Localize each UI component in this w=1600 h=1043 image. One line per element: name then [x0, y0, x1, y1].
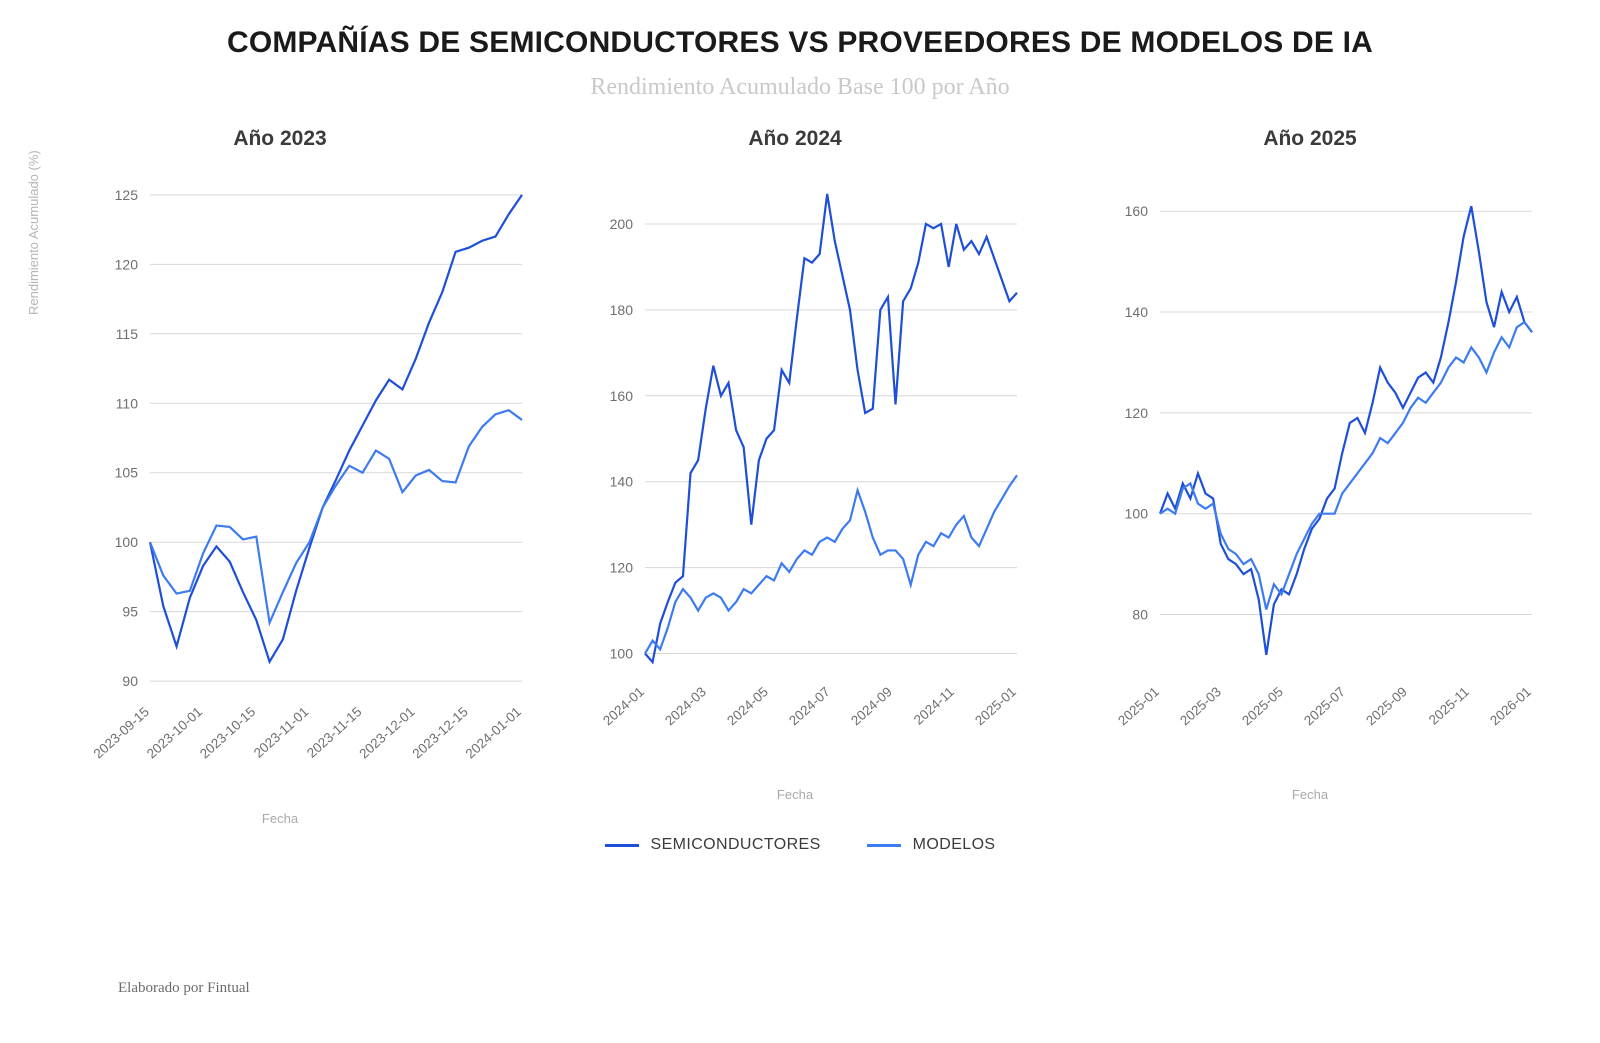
panel-title-2025: Año 2025	[1263, 127, 1357, 150]
svg-text:2025-11: 2025-11	[1425, 684, 1473, 728]
legend-label-modelos: MODELOS	[912, 836, 996, 853]
svg-text:2025-09: 2025-09	[1363, 684, 1411, 729]
plot-area-2023	[26, 150, 530, 765]
svg-text:110: 110	[115, 395, 138, 412]
footer-credit: Elaborado por Fintual	[118, 980, 250, 996]
svg-text:2023-12-01: 2023-12-01	[356, 704, 418, 762]
svg-text:2023-10-15: 2023-10-15	[196, 704, 259, 762]
svg-text:180: 180	[609, 301, 633, 318]
svg-text:140: 140	[609, 473, 633, 490]
chart-panel-2025	[1060, 127, 1560, 826]
page-subtitle: Rendimiento Acumulado Base 100 por Año	[590, 74, 1010, 100]
svg-text:100: 100	[114, 534, 138, 551]
svg-text:2024-11: 2024-11	[910, 684, 958, 728]
svg-text:2024-01: 2024-01	[600, 684, 648, 729]
svg-text:120: 120	[609, 559, 633, 576]
svg-text:2023-11-15: 2023-11-15	[303, 704, 365, 761]
svg-text:2024-09: 2024-09	[848, 684, 896, 729]
svg-text:140: 140	[1124, 304, 1148, 321]
svg-text:2023-11-01: 2023-11-01	[250, 704, 312, 761]
chart-page	[0, 26, 1600, 1043]
x-axis-label-2023: Fecha	[261, 811, 299, 826]
chart-panel-2023	[26, 127, 530, 826]
svg-text:2023-12-15: 2023-12-15	[409, 704, 471, 762]
page-title: COMPAÑÍAS DE SEMICONDUCTORES VS PROVEEDORES DE MODELOS DE IA	[226, 26, 1374, 59]
svg-text:105: 105	[114, 464, 138, 481]
x-axis-label-2025: Fecha	[1291, 787, 1329, 802]
svg-text:120: 120	[1124, 404, 1148, 421]
svg-text:2024-07: 2024-07	[786, 684, 834, 729]
chart-panel-2024	[545, 127, 1045, 826]
plot-svg-2023	[30, 165, 530, 765]
svg-text:2025-03: 2025-03	[1177, 684, 1225, 729]
svg-text:120: 120	[114, 256, 138, 273]
svg-text:100: 100	[609, 645, 633, 662]
panel-title-2023: Año 2023	[233, 127, 327, 150]
plot-svg-2025	[1060, 165, 1560, 765]
chart-panels	[0, 127, 1600, 826]
svg-text:2024-05: 2024-05	[724, 684, 772, 729]
svg-text:160: 160	[1124, 203, 1148, 220]
svg-text:2023-10-01: 2023-10-01	[143, 704, 206, 762]
svg-text:2025-01: 2025-01	[1115, 684, 1163, 729]
svg-text:2024-01-01: 2024-01-01	[462, 704, 525, 762]
svg-text:115: 115	[115, 325, 138, 342]
legend-item-modelos[interactable]	[867, 836, 996, 854]
svg-text:2025-05: 2025-05	[1239, 684, 1287, 729]
svg-text:160: 160	[609, 387, 633, 404]
svg-text:2026-01: 2026-01	[1487, 684, 1535, 729]
svg-text:2023-09-15: 2023-09-15	[90, 704, 153, 762]
legend-label-semiconductores: SEMICONDUCTORES	[650, 836, 821, 853]
svg-text:2024-03: 2024-03	[662, 684, 710, 729]
plot-svg-2024	[545, 165, 1045, 765]
panel-title-2024: Año 2024	[748, 127, 842, 150]
svg-text:90: 90	[122, 673, 138, 690]
svg-text:2025-01: 2025-01	[972, 684, 1020, 729]
svg-text:2025-07: 2025-07	[1301, 684, 1349, 729]
svg-text:95: 95	[122, 603, 138, 620]
plot-area-2024	[545, 165, 1045, 765]
x-axis-label-2024: Fecha	[776, 787, 814, 802]
plot-area-2025	[1060, 165, 1560, 765]
svg-text:80: 80	[1132, 606, 1148, 623]
svg-text:200: 200	[609, 215, 633, 232]
y-axis-label-2023: Rendimiento Acumulado (%)	[26, 150, 41, 315]
chart-legend	[0, 836, 1600, 854]
svg-text:100: 100	[1124, 505, 1148, 522]
legend-item-semiconductores[interactable]	[605, 836, 821, 854]
svg-text:125: 125	[114, 186, 138, 203]
legend-swatch-semiconductores	[605, 844, 639, 847]
legend-swatch-modelos	[867, 844, 901, 847]
